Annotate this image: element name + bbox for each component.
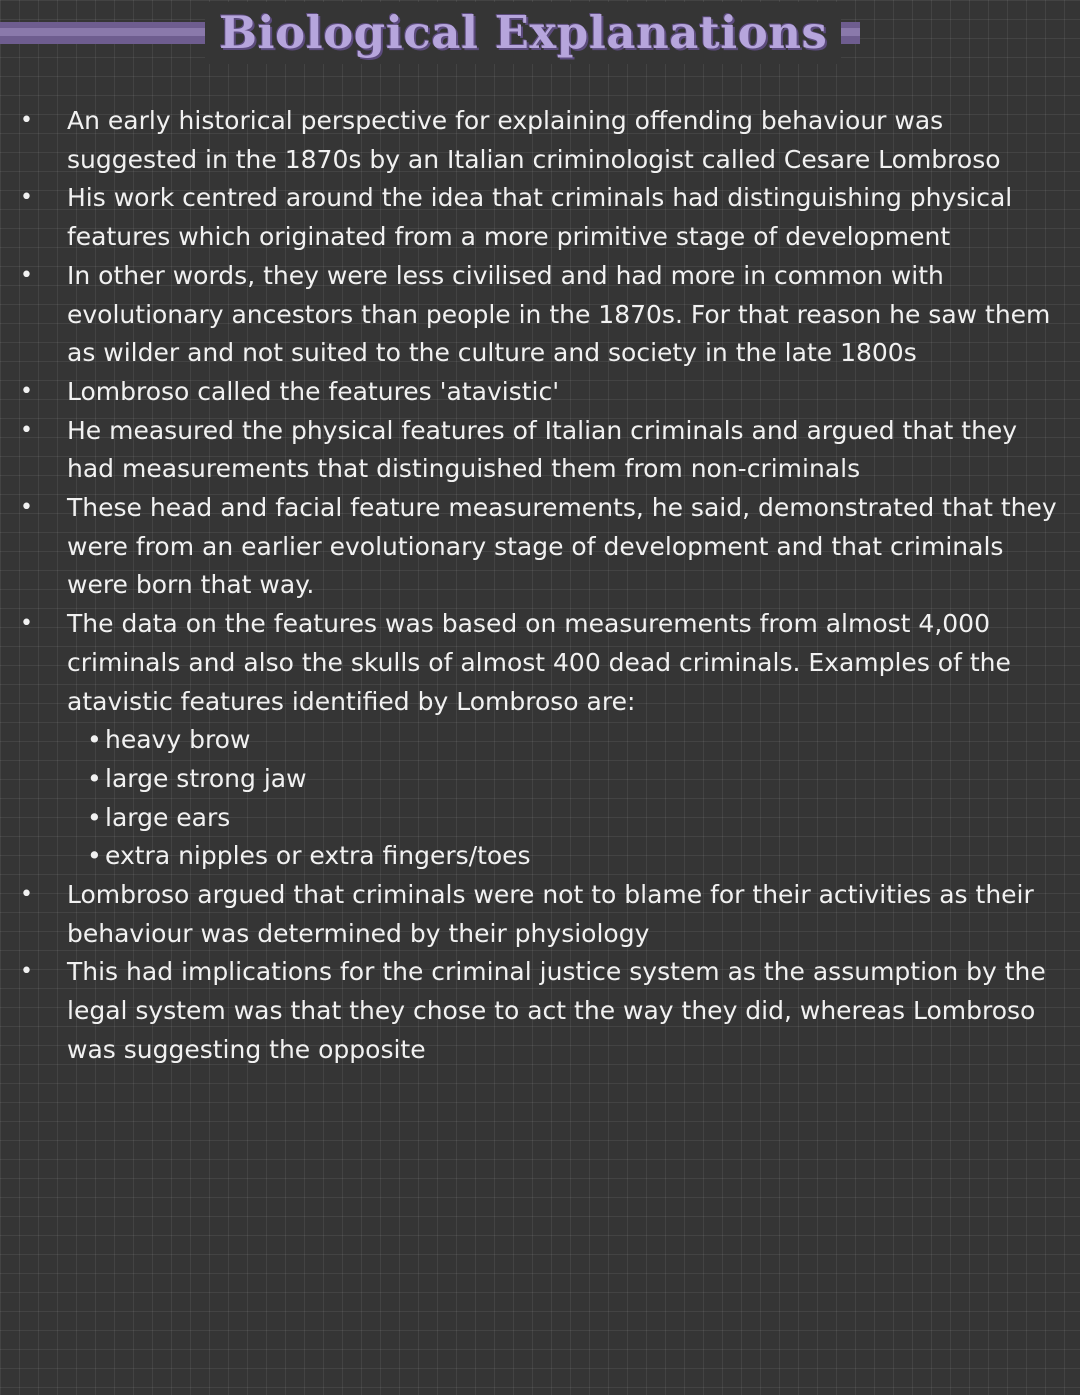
bullet-icon: •: [20, 378, 33, 404]
sub-bullet-icon: •: [87, 763, 102, 793]
list-item-text: His work centred around the idea that criminals had distinguishing physical features which originated from a more primitive stage of development: [67, 183, 1013, 252]
bullet-icon: •: [20, 417, 33, 443]
list-item-text: Lombroso argued that criminals were not to blame for their activities as their behaviour was determined by their physiology: [67, 880, 1034, 948]
list-item-text: He measured the physical features of Italian criminals and argued that they had measurements that distinguished them from non-criminals: [67, 415, 1018, 484]
atavistic-feature: [67, 760, 1064, 799]
sub-bullet-icon: •: [87, 802, 102, 832]
list-item: [0, 102, 1080, 179]
list-item: [0, 953, 1080, 1069]
list-item-text: These head and facial feature measurements, he said, demonstrated that they were from an earlier evolutionary stage of development and that criminals were born that way.: [67, 493, 1057, 600]
list-item-text: Lombroso called the features 'atavistic': [67, 376, 560, 406]
list-item-text: The data on the features was based on measurements from almost 4,000 criminals and also the skulls of almost 400 dead criminals. Examples of the atavistic features identified by Lombroso are:: [67, 609, 1011, 716]
list-item: [0, 605, 1080, 876]
atavistic-feature-text: heavy brow: [105, 725, 251, 755]
bullet-icon: •: [20, 185, 33, 211]
atavistic-feature-text: large ears: [105, 802, 231, 832]
sub-bullet-icon: •: [87, 725, 102, 755]
atavistic-feature-text: extra nipples or extra fingers/toes: [105, 841, 531, 871]
list-item: [0, 373, 1080, 412]
list-item: [0, 257, 1080, 373]
bullet-icon: •: [20, 882, 33, 908]
bullet-icon: •: [20, 959, 33, 985]
notes-list: [0, 102, 1080, 1070]
atavistic-feature: [67, 721, 1064, 760]
bullet-icon: •: [20, 262, 33, 288]
atavistic-features-list: [67, 721, 1064, 876]
atavistic-feature-text: large strong jaw: [105, 763, 307, 793]
atavistic-feature: [67, 837, 1064, 876]
list-item: [0, 876, 1080, 953]
atavistic-feature: [67, 799, 1064, 838]
bullet-icon: •: [20, 108, 33, 133]
list-item: [0, 489, 1080, 605]
page-title: Biological Explanations: [205, 2, 841, 64]
sub-bullet-icon: •: [87, 841, 102, 871]
bullet-icon: •: [20, 495, 33, 521]
list-item-text: This had implications for the criminal justice system as the assumption by the legal system was that they chose to act the way they did, whereas Lombroso was suggesting the opposite: [67, 957, 1046, 1064]
bullet-icon: •: [20, 611, 33, 637]
list-item-text: In other words, they were less civilised and had more in common with evolutionary ancestors than people in the 1870s. For that reason he saw them as wilder and not suited to the culture and society in the late 1800s: [67, 260, 1051, 368]
list-item-text: An early historical perspective for explaining offending behaviour was suggested in the 1870s by an Italian criminologist called Cesare Lombroso: [67, 106, 1001, 174]
list-item: [0, 412, 1080, 489]
list-item: [0, 179, 1080, 256]
